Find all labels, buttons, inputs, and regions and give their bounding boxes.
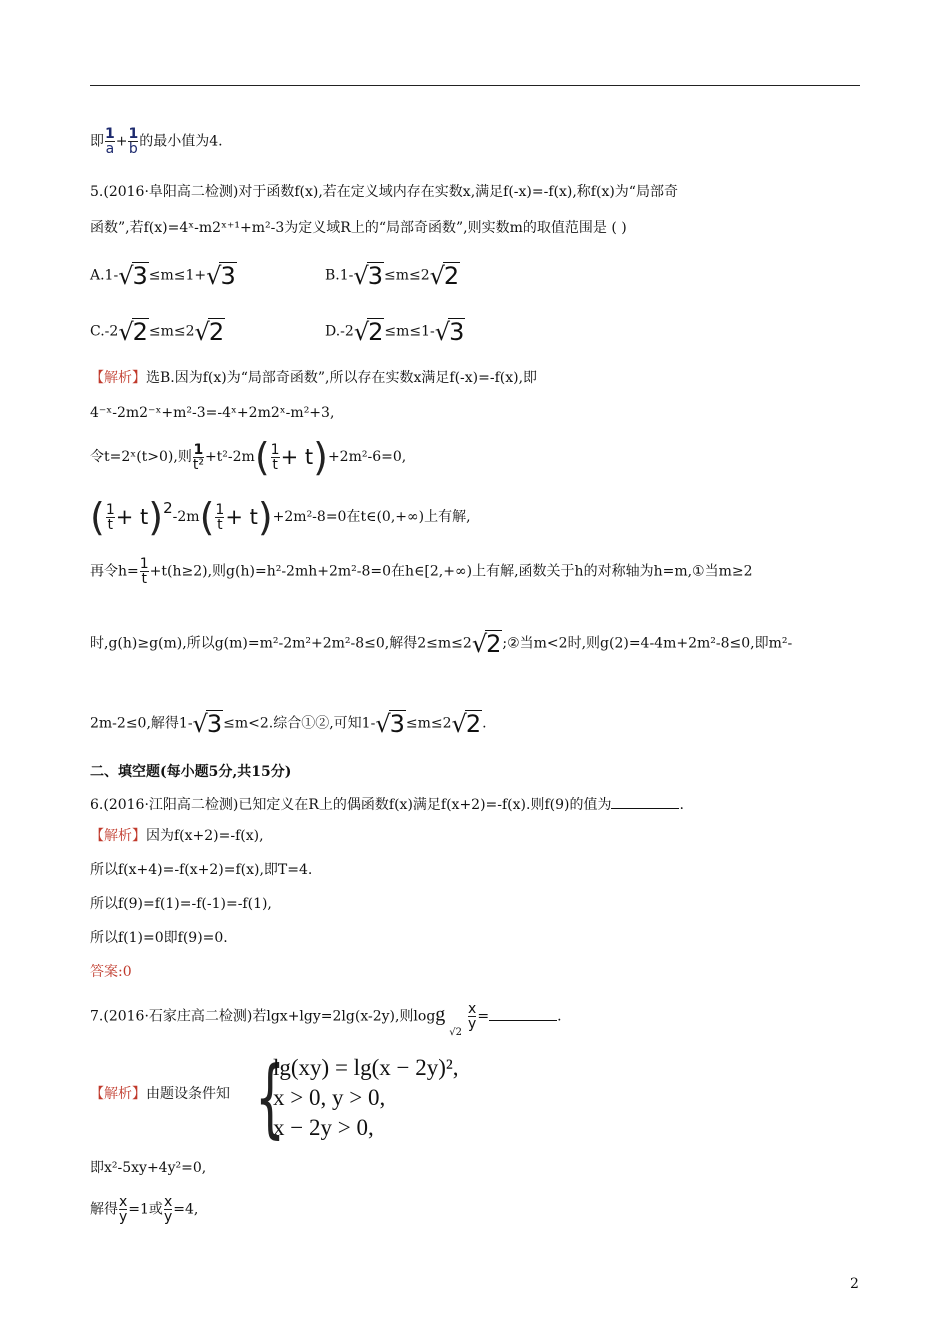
- text: =4,: [173, 1201, 199, 1218]
- sqrt-symbol: √2: [429, 262, 460, 290]
- option-label: A.1-: [90, 267, 119, 284]
- sqrt-symbol: √2: [194, 318, 225, 346]
- q7-solution-line3: [90, 1195, 198, 1224]
- solution-text: 由题设条件知: [146, 1086, 230, 1102]
- q7-solution-line1: [90, 1084, 230, 1104]
- solution-tag: 【解析】: [90, 370, 146, 386]
- answer-blank: [489, 1006, 557, 1021]
- solution-text: 因为f(x+2)=-f(x),: [146, 828, 264, 844]
- radicand: 3: [132, 262, 148, 290]
- numerator: 1: [128, 126, 139, 142]
- q5-option-c: [90, 318, 225, 345]
- plus-t: + t: [280, 445, 314, 469]
- q7-stem: [90, 1001, 562, 1038]
- min-value-line: [90, 127, 223, 156]
- text: 解得: [90, 1201, 118, 1218]
- inequality-text: ≤m≤1-: [384, 323, 435, 340]
- text: +t²-2m: [204, 449, 255, 465]
- text: .: [679, 797, 684, 813]
- page-number: 2: [850, 1276, 859, 1292]
- answer-blank: [611, 794, 679, 809]
- inequality-text: ≤m≤2: [148, 323, 195, 340]
- denominator: y: [468, 1016, 477, 1032]
- left-brace: {: [255, 1048, 286, 1148]
- option-label: B.1-: [325, 267, 354, 284]
- left-paren: (: [199, 495, 215, 539]
- fraction-1-over-t: $\frac{1}{t}$: [105, 501, 115, 533]
- right-paren: ): [257, 495, 273, 539]
- q6-stem: [90, 794, 684, 815]
- numerator: x: [468, 1001, 477, 1017]
- text: 时,g(h)≥g(m),所以g(m)=m²-2m²+2m²-8≤0,解得2≤m≤2: [90, 635, 472, 652]
- plus-sign: +: [115, 133, 128, 150]
- sqrt-symbol: √2: [451, 710, 482, 738]
- system-equation-2: x > 0, y > 0,: [273, 1085, 386, 1110]
- radicand: 2: [368, 318, 384, 346]
- left-paren: (: [90, 495, 105, 539]
- sqrt-symbol: √3: [375, 710, 405, 738]
- numerator: 1: [105, 126, 115, 142]
- q5-solution-line7: [90, 710, 487, 737]
- q5-stem-line2: 函数”,若f(x)=4ˣ-m2ˣ⁺¹+m²-3为定义域R上的“局部奇函数”,则实数m的取值范围是 ( ): [90, 220, 627, 236]
- section-heading: 二、填空题(每小题5分,共15分): [90, 764, 292, 780]
- sqrt-symbol: √3: [353, 262, 383, 290]
- fraction-1-over-t: $\frac{1}{t}$: [270, 441, 280, 473]
- q6-solution-line1: [90, 826, 264, 846]
- q6-solution-line2: 所以f(x+4)=-f(x+2)=f(x),即T=4.: [90, 862, 313, 878]
- sqrt-symbol: √2: [353, 318, 384, 346]
- text: 令t=2ˣ(t>0),则: [90, 449, 192, 465]
- denominator: a: [105, 141, 115, 157]
- text: .: [482, 715, 487, 732]
- text: +2m²-6=0,: [327, 449, 407, 465]
- fraction-1-over-t: $\frac{1}{t}$: [215, 501, 225, 533]
- text: 2m-2≤0,解得1-: [90, 715, 193, 732]
- text: ≤m≤2: [405, 715, 452, 732]
- radicand: 3: [220, 262, 236, 290]
- radicand: 3: [367, 262, 383, 290]
- radicand: 2: [443, 262, 460, 290]
- header-rule: [90, 85, 860, 86]
- fraction-1-over-a: [105, 127, 115, 156]
- text: 的最小值为4.: [139, 133, 223, 150]
- q6-solution-line4: 所以f(1)=0即f(9)=0.: [90, 930, 228, 946]
- plus-t: + t: [115, 505, 149, 529]
- fraction-1-over-t: $\frac{1}{t}$: [139, 556, 149, 587]
- q5-stem-line1: 5.(2016·阜阳高二检测)对于函数f(x),若在定义域内存在实数x,满足f(-x)=-f(x),称f(x)为“局部奇: [90, 184, 678, 200]
- solution-tag: 【解析】: [90, 828, 146, 844]
- sqrt-symbol: √2: [471, 630, 502, 658]
- q5-option-d: [325, 318, 465, 345]
- right-paren: ): [148, 495, 164, 539]
- fraction-x-over-y: $\frac{x}{y}$: [119, 1194, 128, 1225]
- fraction-1-over-t2: $\frac{1}{\text{t²}}$: [192, 441, 204, 473]
- inequality-text: ≤m≤2: [383, 267, 430, 284]
- text: 7.(2016·石家庄高二检测)若lgx+lgy=2lg(x-2y),则log: [90, 1008, 436, 1025]
- system-equation-3: x − 2y > 0,: [273, 1115, 374, 1140]
- q6-answer: 答案:0: [90, 964, 132, 980]
- option-label: D.-2: [325, 323, 354, 340]
- fraction-x-over-y: [468, 1002, 476, 1031]
- fraction-x-over-y: $\frac{x}{y}$: [163, 1194, 173, 1225]
- radicand: 2: [208, 318, 225, 346]
- plus-t: + t: [225, 505, 258, 529]
- q5-solution-line5: [90, 557, 753, 586]
- text: ;②当m<2时,则g(2)=4-4m+2m²-8≤0,即m²-: [502, 635, 793, 652]
- text: -2m: [172, 509, 200, 525]
- option-label: C.-2: [90, 323, 119, 340]
- inequality-text: ≤m≤1+: [148, 267, 207, 284]
- solution-tag: 【解析】: [90, 1086, 146, 1102]
- sqrt-symbol: √3: [192, 710, 223, 738]
- q5-solution-line3: [90, 435, 407, 479]
- text: +2m²-8=0在t∈(0,+∞)上有解,: [272, 509, 471, 525]
- sqrt-symbol: √3: [434, 318, 465, 346]
- q5-solution-line2: 4⁻ˣ-2m2⁻ˣ+m²-3=-4ˣ+2m2ˣ-m²+3,: [90, 405, 335, 421]
- text: 即: [90, 133, 104, 150]
- text: .: [557, 1008, 562, 1025]
- q5-option-a: [90, 262, 237, 289]
- q5-solution-line6: [90, 630, 792, 657]
- q7-solution-line2: 即x²-5xy+4y²=0,: [90, 1160, 207, 1176]
- text: =1或: [128, 1201, 163, 1218]
- sqrt-symbol: √3: [118, 262, 148, 290]
- text: 再令h=: [90, 563, 139, 580]
- denominator: b: [128, 141, 138, 157]
- q6-solution-line3: 所以f(9)=f(1)=-f(-1)=-f(1),: [90, 896, 272, 912]
- sqrt-symbol: √2: [118, 318, 148, 346]
- right-paren: ): [313, 435, 328, 479]
- exponent-2: 2: [163, 499, 173, 517]
- text: +t(h≥2),则g(h)=h²-2mh+2m²-8=0在h∈[2,+∞)上有解,函数关于h的对称轴为h=m,①当m≥2: [149, 563, 753, 580]
- q5-solution-line1: [90, 368, 537, 388]
- text: 6.(2016·江阳高二检测)已知定义在R上的偶函数f(x)满足f(x+2)=-f(x).则f(9)的值为: [90, 797, 612, 813]
- fraction-1-over-b: [128, 127, 138, 156]
- q5-solution-line4: [90, 495, 471, 539]
- radicand: 3: [449, 318, 465, 346]
- text: =: [477, 1008, 490, 1025]
- left-paren: (: [254, 435, 270, 479]
- system-equation-1: lg(xy) = lg(x − 2y)²,: [273, 1055, 459, 1080]
- text: ≤m<2.综合①②,可知1-: [223, 715, 376, 732]
- radicand: 2: [132, 318, 148, 346]
- solution-text: 选B.因为f(x)为“局部奇函数”,所以存在实数x满足f(-x)=-f(x),即: [146, 370, 538, 386]
- log-suffix: g: [435, 1003, 446, 1026]
- log-base: √2: [449, 1026, 463, 1038]
- sqrt-symbol: √3: [206, 262, 236, 290]
- q5-option-b: [325, 262, 460, 289]
